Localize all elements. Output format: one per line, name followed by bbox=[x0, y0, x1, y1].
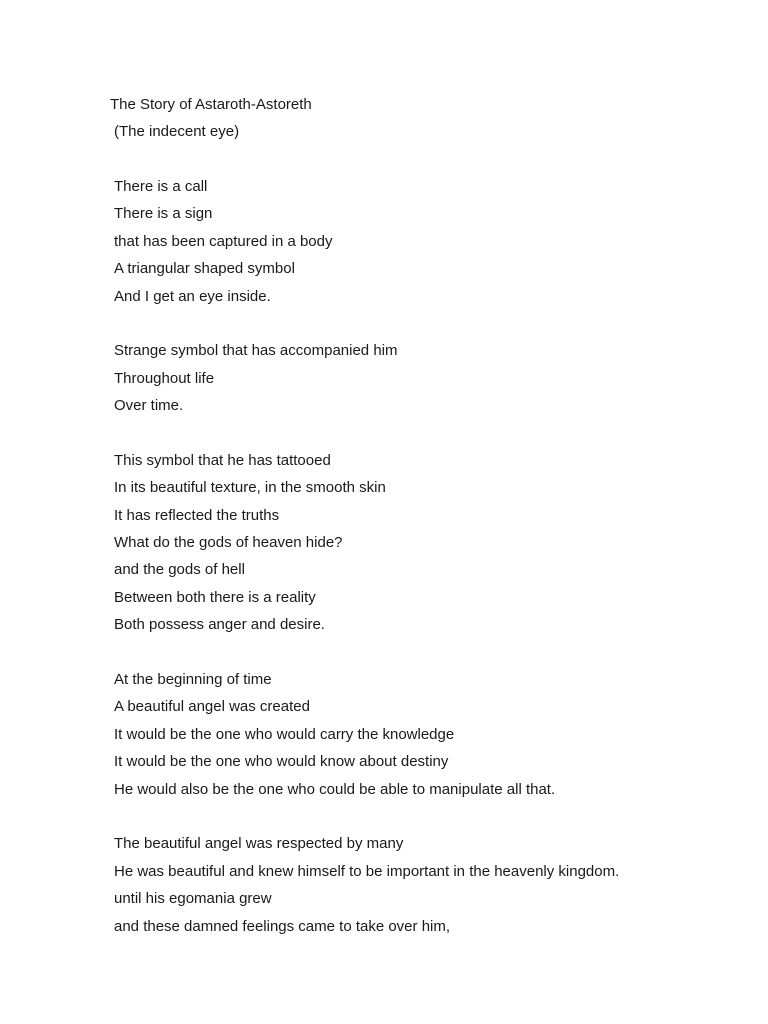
poem-line: and the gods of hell bbox=[114, 561, 245, 579]
poem-line: There is a call bbox=[114, 178, 208, 195]
document-subtitle: (The indecent eye) bbox=[114, 123, 240, 140]
poem-line: He was beautiful and knew himself to be important in the heavenly kingdom. bbox=[114, 862, 620, 880]
document-title: The Story of Astaroth-Astoreth bbox=[110, 96, 312, 113]
poem-line: In its beautiful texture, in the smooth skin bbox=[114, 479, 386, 497]
poem-line: It has reflected the truths bbox=[114, 506, 280, 524]
poem-line: There is a sign bbox=[114, 205, 213, 223]
poem-line: that has been captured in a body bbox=[114, 232, 333, 250]
poem-line: And I get an eye inside. bbox=[114, 287, 271, 305]
poem-line: until his egomania grew bbox=[114, 890, 272, 908]
poem-line: It would be the one who would carry the knowledge bbox=[114, 725, 455, 743]
poem-line: Throughout life bbox=[114, 369, 215, 387]
poem-line: Between both there is a reality bbox=[114, 588, 316, 606]
poem-line: Strange symbol that has accompanied him bbox=[114, 342, 398, 360]
stanza-4 bbox=[114, 671, 734, 808]
poem-line: The beautiful angel was respected by many bbox=[114, 835, 404, 853]
poem-line: A beautiful angel was created bbox=[114, 698, 310, 716]
stanza-5 bbox=[114, 835, 734, 945]
poem-line: What do the gods of heaven hide? bbox=[114, 534, 343, 552]
stanza-1 bbox=[114, 178, 734, 315]
poem-line: and these damned feelings came to take over him, bbox=[114, 917, 451, 935]
poem-line: Both possess anger and desire. bbox=[114, 616, 325, 634]
stanza-2 bbox=[114, 342, 734, 424]
poem-line: This symbol that he has tattooed bbox=[114, 451, 331, 469]
poem-line: It would be the one who would know about destiny bbox=[114, 753, 449, 771]
poem-line: Over time. bbox=[114, 397, 184, 415]
poem-line: At the beginning of time bbox=[114, 671, 272, 689]
poem-body bbox=[114, 178, 734, 972]
poem-line: A triangular shaped symbol bbox=[114, 260, 295, 278]
poem-line: He would also be the one who could be able to manipulate all that. bbox=[114, 780, 556, 798]
stanza-3 bbox=[114, 452, 734, 644]
